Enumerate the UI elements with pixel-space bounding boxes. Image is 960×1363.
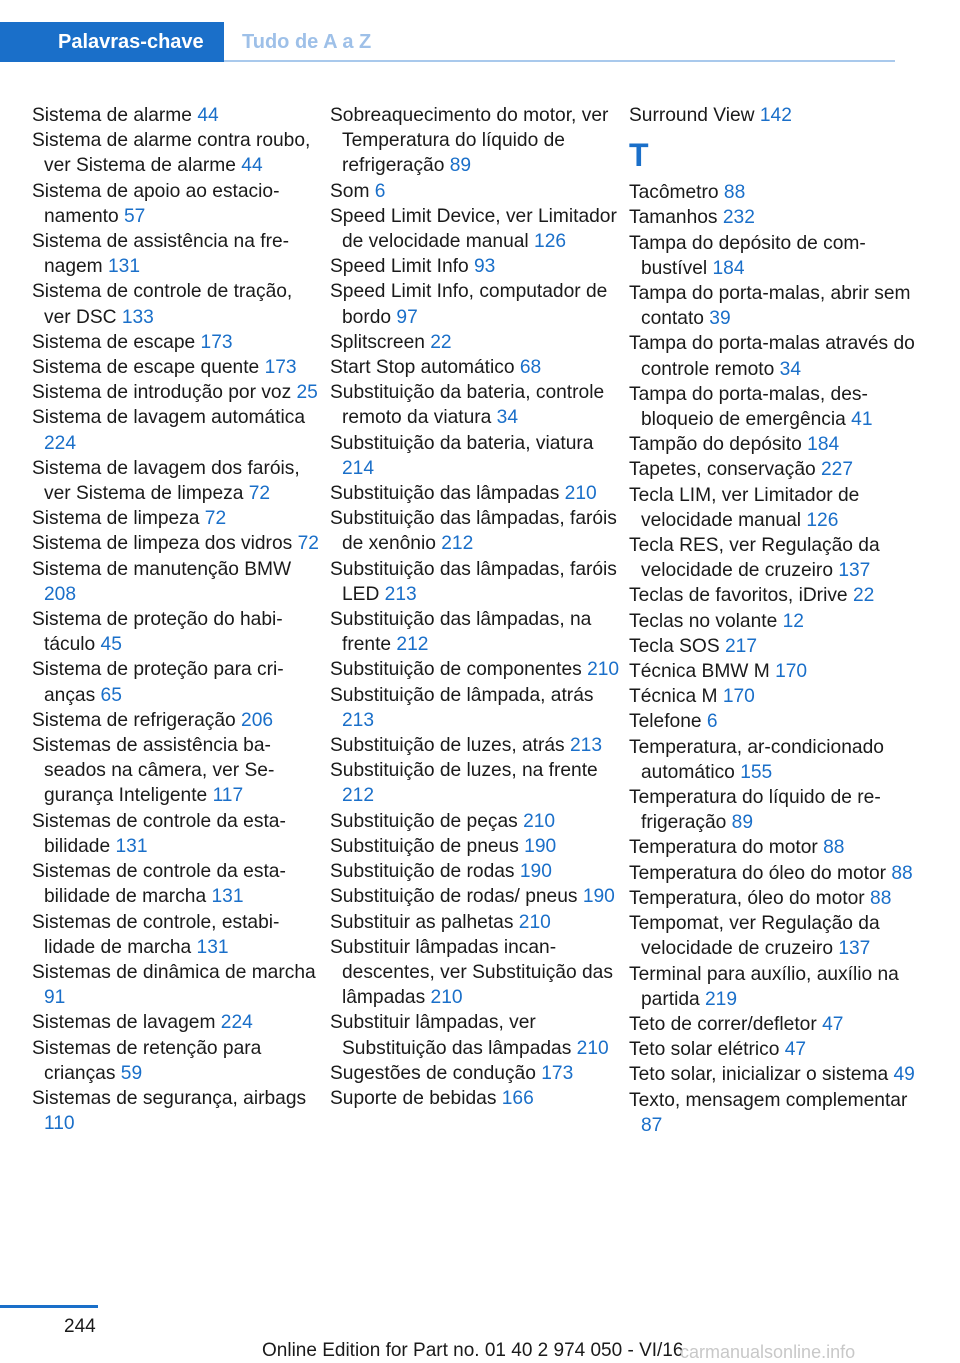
index-entry [629,1037,921,1062]
page-link[interactable]: 12 [782,610,804,632]
index-column-1 [32,103,324,1136]
index-entry-text: Temperatura do líquido de refrigeração [629,787,881,834]
index-entry [330,935,622,1011]
index-entry-text: Sistema de apoio ao estacionamento [32,180,280,227]
index-entry-text: Sistema de escape quente [32,357,260,379]
index-entry [32,607,324,657]
index-entry-text: Sistema de proteção do habitáculo [32,609,283,656]
page-link[interactable]: 212 [396,634,429,656]
index-entry-text: Temperatura, ar-condicionado automático [629,736,884,783]
index-entry-text: Sistema de proteção para crianças [32,659,284,706]
index-entry [330,279,622,329]
index-entry [629,735,921,785]
page-link[interactable]: 190 [519,861,552,883]
index-entry-text: Teclas de favoritos, iDrive [629,585,848,607]
page-link[interactable]: 89 [731,812,754,834]
page-link[interactable]: 190 [524,835,557,857]
index-entry [330,859,622,884]
index-entry [330,254,622,279]
page-link[interactable]: 34 [779,358,801,380]
page-link[interactable]: 142 [759,105,792,126]
index-entry [330,809,622,834]
index-entry [32,859,324,909]
page-link[interactable]: 88 [870,887,892,909]
page-link[interactable]: 49 [893,1064,915,1086]
index-entry-text: Substituição de lâmpada, atrás [330,684,594,706]
index-entry-text: Splitscreen [330,331,425,353]
index-entry-text: Sistema de alarme [32,105,192,126]
index-entry [330,204,622,254]
index-entry [330,103,622,179]
index-entry [32,330,324,355]
footer-accent-rule [0,1305,98,1308]
index-entry-text: Sistema de assistência na frenagem [32,231,290,278]
page-link[interactable]: 210 [430,987,463,1009]
index-entry [330,683,622,733]
index-entry [330,884,622,909]
index-entry-text: Sistemas de lavagem [32,1012,216,1034]
index-entry-text: Teto solar elétrico [629,1039,780,1061]
page-link[interactable]: 173 [264,357,297,379]
index-entry-text: Sistema de lavagem dos faróis, ver Sistema de limpeza [32,457,300,505]
page-link[interactable]: 212 [441,533,474,555]
page-link[interactable]: 72 [248,483,271,505]
tab-all-a-to-z[interactable]: Tudo de A a Z [242,31,372,53]
page-link[interactable]: 227 [821,459,854,481]
index-entry [330,910,622,935]
index-entry [629,583,921,608]
index-entry-text: Telefone [629,711,702,733]
index-entry-text: Técnica BMW M [629,661,770,683]
index-entry-text: Substituição das lâmpadas [330,483,560,505]
page-link[interactable]: 173 [200,331,233,353]
index-entry-text: Teto de correr/defletor [629,1013,817,1035]
index-entry [32,179,324,229]
page-link[interactable]: 91 [44,987,66,1009]
index-entry-text: Tamanhos [629,207,718,229]
section-letter: T [629,137,649,174]
index-entry [330,1061,622,1086]
page-link[interactable]: 210 [523,810,556,832]
index-entry-text: Tapetes, conservação [629,459,816,481]
index-entry [32,229,324,279]
index-entry [32,809,324,859]
index-entry-text: Sistemas de segurança, airbags [32,1087,307,1109]
index-entry-text: Substituição da bateria, controle remoto da viatura [330,382,605,429]
page-link[interactable]: 59 [120,1062,143,1084]
index-column-2 [330,103,622,1111]
page-link[interactable]: 155 [740,761,773,783]
index-entry [629,962,921,1012]
page-link[interactable]: 184 [712,257,745,279]
index-entry [629,911,921,961]
page-link[interactable]: 88 [723,182,746,204]
index-entry-text: Start Stop automático [330,357,515,379]
index-entry-text: Substituição das lâmpadas, na frente [330,609,592,656]
page-link[interactable]: 6 [706,711,718,733]
page-link[interactable]: 210 [576,1037,609,1059]
page-link[interactable]: 117 [212,785,244,807]
index-entry [330,1010,622,1060]
index-entry [330,607,622,657]
index-entry-text: Temperatura do motor [629,837,818,859]
page-link[interactable]: 232 [722,207,755,229]
index-entry [32,960,324,1010]
index-entry [32,506,324,531]
index-entry-text: Sistema de introdução por voz [32,382,292,404]
index-entry-text: Sistemas de controle da estabilidade [32,810,286,857]
index-entry-text: Substituição de rodas [330,861,515,883]
index-entry [32,405,324,455]
index-entry [330,758,622,808]
index-entry [330,834,622,859]
index-entry-text: Tecla LIM, ver Limitador de velocidade manual [629,484,860,531]
index-entry-text: Sobreaquecimento do motor, ver Temperatura do líquido de refrigeração [330,105,609,177]
index-entry [629,231,921,281]
index-entry-text: Substituição de componentes [330,659,582,681]
index-entry-text: Teto solar, inicializar o sistema [629,1064,889,1086]
index-entry-text: Tecla SOS [629,635,720,657]
page-link[interactable]: 110 [44,1113,75,1135]
index-entry [32,103,324,128]
index-entry-text: Sistemas de assistência baseados na câmera, ver Segurança Inteligente [32,735,275,807]
index-entry-text: Sistemas de retenção para crianças [32,1037,262,1084]
index-entry-text: Substituição de rodas/ pneus [330,886,578,908]
page-link[interactable]: 173 [541,1062,574,1084]
page-link[interactable]: 126 [806,509,839,531]
page-link[interactable]: 65 [100,684,122,706]
header-divider [224,60,895,62]
index-entry [32,456,324,506]
index-entry-text: Tampa do porta-malas, abrir sem contato [629,283,911,330]
index-entry [32,657,324,707]
page-link[interactable]: 131 [211,886,244,908]
index-entry-text: Sistema de alarme contra roubo, ver Sistema de alarme [32,130,311,177]
page-link[interactable]: 133 [121,306,154,328]
index-entry-text: Técnica M [629,686,718,708]
page-link[interactable]: 131 [115,835,148,857]
page-link[interactable]: 190 [582,886,615,908]
page-link[interactable]: 6 [374,180,386,202]
index-entry-text: Temperatura, óleo do motor [629,887,865,909]
index-entry [330,1086,622,1111]
index-entry [629,886,921,911]
page-link[interactable]: 22 [852,585,875,607]
page-link[interactable]: 224 [44,432,77,454]
index-entry [629,835,921,860]
page-link[interactable]: 88 [891,862,913,884]
page-link[interactable]: 213 [384,583,417,605]
index-entry [32,531,324,556]
index-entry [330,179,622,204]
index-entry [629,382,921,432]
page-link[interactable]: 219 [705,988,738,1010]
page-link[interactable]: 34 [496,407,518,429]
index-entry-text: Terminal para auxílio, auxílio na partida [629,963,899,1010]
page-link[interactable]: 87 [641,1114,663,1136]
page-link[interactable]: 44 [241,155,263,177]
page-link[interactable]: 25 [296,382,318,404]
index-entry [629,634,921,659]
page-link[interactable]: 208 [44,583,77,605]
index-entry [629,1088,921,1138]
index-entry-text: Tampão do depósito [629,434,802,456]
page-link[interactable]: 131 [108,256,141,278]
index-entry-text: Teclas no volante [629,610,778,632]
index-entry-text: Sistema de lavagem automática [32,407,306,429]
index-entry [629,432,921,457]
page-link[interactable]: 72 [204,508,227,530]
index-entry [629,331,921,381]
page-link[interactable]: 217 [725,635,758,657]
page-link[interactable]: 184 [807,434,840,456]
index-entry-text: Tampa do depósito de combustível [629,232,866,279]
index-entry-text: Som [330,180,370,202]
page-link[interactable]: 137 [838,560,871,582]
index-entry-text: Substituição das lâmpadas, faróis LED [330,558,617,605]
index-entry-text: Texto, mensagem complementar [629,1089,908,1111]
page-link[interactable]: 47 [822,1013,844,1035]
index-entry [629,1062,921,1087]
index-entry [629,180,921,205]
index-entry-text: Tacômetro [629,182,719,204]
index-entry-text: Tempomat, ver Regulação da velocidade de cruzeiro [629,913,880,960]
index-entry-text: Sistema de limpeza dos vidros [32,533,293,555]
index-entry [330,330,622,355]
page-link[interactable]: 213 [570,735,603,757]
page-link[interactable]: 170 [775,661,808,683]
index-entry [32,355,324,380]
index-entry-text: Sistema de controle de tração, ver DSC [32,281,293,328]
index-entry [629,659,921,684]
index-entry-text: Speed Limit Device, ver Limitador de velocidade manual [330,205,617,253]
index-entry [330,733,622,758]
page-link[interactable]: 170 [722,686,755,708]
index-entry [32,1010,324,1035]
page-link[interactable]: 214 [342,457,375,479]
index-entry [629,457,921,482]
index-entry-text: Sistema de manutenção BMW [32,558,292,580]
index-entry-text: Substituição da bateria, viatura [330,432,594,454]
page-link[interactable]: 68 [519,357,542,379]
page-link[interactable]: 72 [297,533,319,555]
index-entry [330,506,622,556]
index-entry [629,103,921,128]
page-link[interactable]: 44 [197,105,219,126]
page-link[interactable]: 45 [100,634,122,656]
index-entry [32,279,324,329]
index-entry [32,128,324,178]
index-entry [330,657,622,682]
index-entry [32,733,324,809]
index-entry-text: Sistemas de controle da estabilidade de marcha [32,861,286,908]
page-link[interactable]: 210 [518,911,551,933]
index-entry-text: Speed Limit Info [330,256,469,278]
index-entry-text: Substituição das lâmpadas, faróis de xenônio [330,508,617,555]
tab-keywords[interactable]: Palavras-chave [0,22,224,62]
index-entry [629,483,921,533]
page-header [0,0,960,62]
index-entry-text: Substituição de peças [330,810,518,832]
index-entry [629,785,921,835]
index-entry-text: Sistemas de controle, estabilidade de marcha [32,911,280,958]
index-entry-text: Sistema de limpeza [32,508,200,530]
watermark-text: carmanualsonline.info [680,1342,856,1362]
index-entry [629,205,921,230]
index-entry [330,431,622,481]
page-link[interactable]: 137 [838,938,871,960]
index-entry [629,684,921,709]
index-entry-text: Surround View [629,105,755,126]
index-entry [32,708,324,733]
index-entry [32,557,324,607]
index-entry [629,281,921,331]
page-link[interactable]: 213 [342,709,375,731]
page-link[interactable]: 89 [449,155,472,177]
index-entry-text: Tampa do porta-malas, desbloqueio de emergência [629,383,868,431]
index-entry-text: Sugestões de condução [330,1062,536,1084]
page-link[interactable]: 126 [534,231,567,253]
index-entry-text: Substituir as palhetas [330,911,514,933]
index-entry-text: Substituição de pneus [330,835,519,857]
index-entry [330,557,622,607]
index-entry [629,861,921,886]
index-entry-text: Sistema de refrigeração [32,709,236,731]
index-entry-text: Substituir lâmpadas, ver Substituição das lâmpadas [330,1012,572,1059]
index-entry [32,910,324,960]
page-link[interactable]: 97 [396,306,418,328]
index-entry [32,1086,324,1136]
index-entry-text: Substituir lâmpadas incandescentes, ver Substituição das lâmpadas [330,936,613,1009]
page-number: 244 [64,1316,96,1337]
index-entry [629,609,921,634]
index-entry-text: Speed Limit Info, computador de bordo [330,281,608,328]
page-link[interactable]: 22 [430,331,452,353]
page-link[interactable]: 212 [342,785,375,807]
index-entry [629,533,921,583]
index-entry [629,709,921,734]
page-link[interactable]: 224 [220,1012,253,1034]
page-link[interactable]: 210 [587,659,620,681]
index-entry [32,1036,324,1086]
index-entry-text: Tecla RES, ver Regulação da velocidade de cruzeiro [629,535,880,582]
index-entry-text: Substituição de luzes, atrás [330,735,565,757]
page-link[interactable]: 88 [823,837,845,859]
page-link[interactable]: 131 [196,936,229,958]
page-link[interactable]: 47 [784,1039,807,1061]
page-link[interactable]: 41 [851,409,873,431]
page-link[interactable]: 166 [501,1087,534,1109]
page-link[interactable]: 93 [474,256,496,278]
index-entry [330,481,622,506]
index-entry [330,355,622,380]
index-entry-text: Sistema de escape [32,331,196,353]
index-entry-text: Substituição de luzes, na frente [330,760,598,782]
page-link[interactable]: 57 [124,205,146,227]
index-entry-text: Temperatura do óleo do motor [629,862,887,884]
index-entry-text: Sistemas de dinâmica de marcha [32,961,316,983]
index-entry [330,380,622,430]
index-entry [629,1012,921,1037]
index-entry-text: Tampa do porta-malas através do controle remoto [629,333,915,380]
index-column-3 [629,103,921,1138]
page-link[interactable]: 39 [709,308,731,330]
edition-note: Online Edition for Part no. 01 40 2 974 050 - VI/16 [262,1340,684,1361]
index-entry [32,380,324,405]
page-link[interactable]: 206 [241,709,274,731]
index-entry-text: Suporte de bebidas [330,1087,497,1109]
page-link[interactable]: 210 [564,483,597,505]
